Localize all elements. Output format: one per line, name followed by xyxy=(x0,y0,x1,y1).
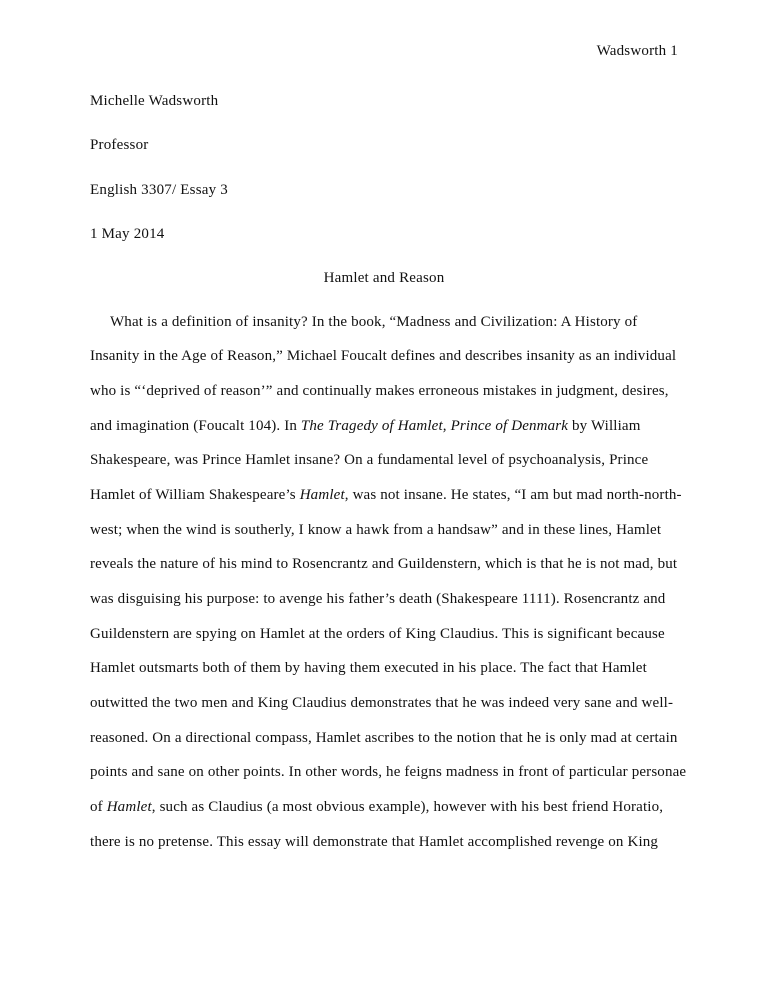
body-text: Hamlet of William Shakespeare’s xyxy=(90,487,300,503)
body-line xyxy=(90,695,673,712)
body-line xyxy=(90,730,678,747)
body-text: of xyxy=(90,799,107,815)
body-line xyxy=(90,834,658,851)
body-text: reveals the nature of his mind to Rosencrantz and Guildenstern, which is that he is not mad, but xyxy=(90,556,678,572)
body-text: , was not insane. He states, “I am but mad north-north- xyxy=(344,487,682,503)
date-line: 1 May 2014 xyxy=(90,226,165,242)
body-line xyxy=(90,660,647,677)
body-text: outwitted the two men and King Claudius demonstrates that he was indeed very sane and well- xyxy=(90,695,674,711)
body-text: and imagination (Foucalt 104). In xyxy=(90,418,301,434)
body-text: , such as Claudius (a most obvious example), however with his best friend Horatio, xyxy=(151,799,664,815)
body-line xyxy=(90,418,641,435)
italic-title-text: Hamlet xyxy=(106,799,152,815)
body-line xyxy=(90,556,677,573)
body-line xyxy=(110,314,637,331)
body-line xyxy=(90,799,663,816)
body-line xyxy=(90,383,669,400)
body-text: Insanity in the Age of Reason,” Michael Foucalt defines and describes insanity as an individual xyxy=(90,348,677,364)
body-text: there is no pretense. This essay will demonstrate that Hamlet accomplished revenge on King xyxy=(90,834,659,850)
author-name: Michelle Wadsworth xyxy=(90,93,219,109)
body-line xyxy=(90,348,676,365)
body-text: Shakespeare, was Prince Hamlet insane? On a fundamental level of psychoanalysis, Prince xyxy=(90,452,649,468)
body-text: points and sane on other points. In other words, he feigns madness in front of particular personae xyxy=(90,764,687,780)
body-line xyxy=(90,452,648,469)
body-text: Hamlet outsmarts both of them by having them executed in his place. The fact that Hamlet xyxy=(90,660,647,676)
course-line: English 3307/ Essay 3 xyxy=(90,182,228,198)
essay-title: Hamlet and Reason xyxy=(323,270,445,286)
body-line xyxy=(90,764,686,781)
professor-line: Professor xyxy=(90,137,149,153)
italic-title-text: Hamlet xyxy=(299,487,345,503)
body-text: west; when the wind is southerly, I know a hawk from a handsaw” and in these lines, Hamlet xyxy=(90,522,662,538)
body-text: by William xyxy=(568,418,641,434)
body-text: What is a definition of insanity? In the book, “Madness and Civilization: A History of xyxy=(110,314,638,330)
body-text: Guildenstern are spying on Hamlet at the orders of King Claudius. This is significant because xyxy=(90,626,665,642)
body-text: who is “‘deprived of reason’” and continually makes erroneous mistakes in judgment, desires, xyxy=(90,383,669,399)
body-line xyxy=(90,522,661,539)
body-line xyxy=(90,591,665,608)
body-line xyxy=(90,487,682,504)
body-text: reasoned. On a directional compass, Hamlet ascribes to the notion that he is only mad at certain xyxy=(90,730,678,746)
body-line xyxy=(90,626,665,643)
body-text: was disguising his purpose: to avenge his father’s death (Shakespeare 1111). Rosencrantz and xyxy=(90,591,666,607)
italic-title-text: The Tragedy of Hamlet, Prince of Denmark xyxy=(300,418,569,434)
running-head: Wadsworth 1 xyxy=(596,43,678,59)
